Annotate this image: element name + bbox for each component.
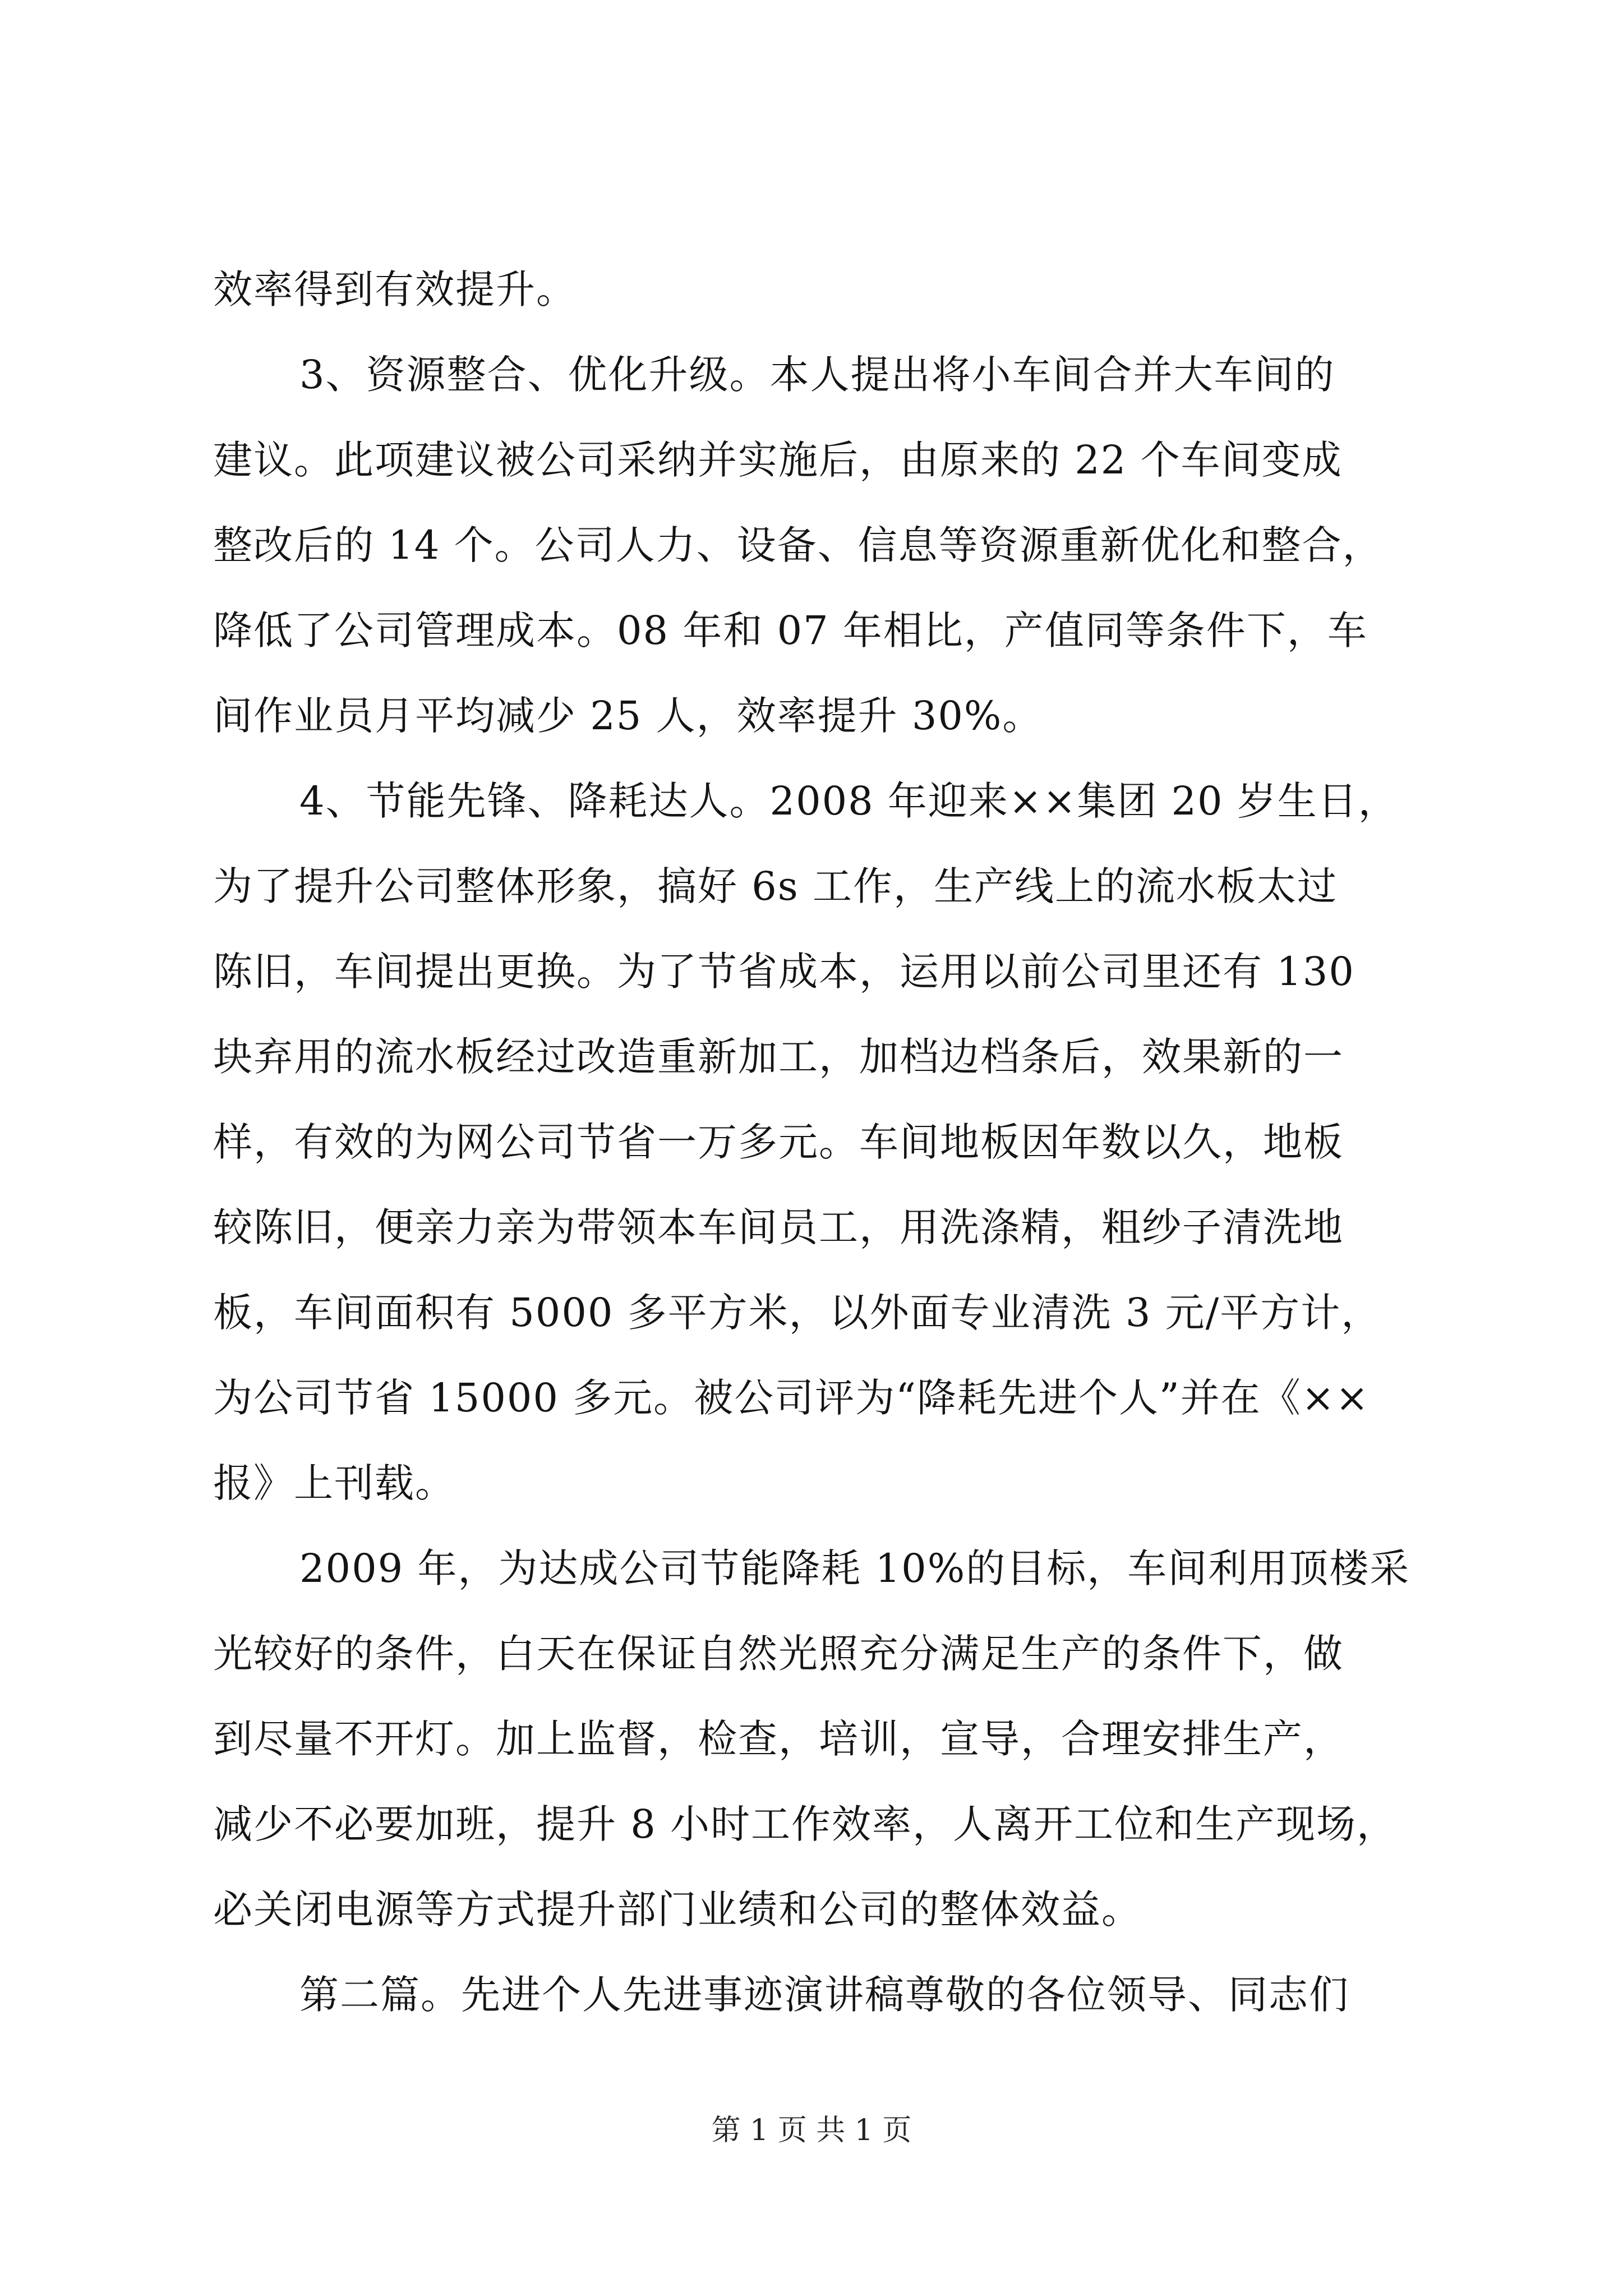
- text-line: 间作业员月平均减少 25 人，效率提升 30%。: [213, 693, 1043, 739]
- text-line: 2009 年，为达成公司节能降耗 10%的目标，车间利用顶楼采: [299, 1545, 1410, 1591]
- text-line: 为了提升公司整体形象，搞好 6s 工作，生产线上的流水板太过: [213, 863, 1338, 909]
- text-line: 光较好的条件，白天在保证自然光照充分满足生产的条件下，做: [213, 1631, 1344, 1677]
- text-line: 效率得到有效提升。: [213, 266, 577, 312]
- text-line: 必关闭电源等方式提升部门业绩和公司的整体效益。: [213, 1887, 1142, 1932]
- text-line: 样，有效的为网公司节省一万多元。车间地板因年数以久，地板: [213, 1119, 1344, 1165]
- text-line: 板，车间面积有 5000 多平方米，以外面专业清洗 3 元/平方计，: [213, 1290, 1382, 1336]
- text-line: 减少不必要加班，提升 8 小时工作效率，人离开工位和生产现场，: [213, 1801, 1398, 1847]
- text-line: 较陈旧，便亲力亲为带领本车间员工，用洗涤精，粗纱子清洗地: [213, 1204, 1344, 1250]
- page-footer: 第 1 页 共 1 页: [711, 2114, 912, 2147]
- text-line: 降低了公司管理成本。08 年和 07 年相比，产值同等条件下，车: [213, 608, 1368, 654]
- text-line: 4、节能先锋、降耗达人。2008 年迎来××集团 20 岁生日，: [299, 778, 1399, 824]
- document-body: [213, 247, 1447, 2037]
- text-line: 第二篇。先进个人先进事迹演讲稿尊敬的各位领导、同志们: [299, 1972, 1349, 2018]
- text-line: 整改后的 14 个。公司人力、设备、信息等资源重新优化和整合，: [213, 522, 1383, 568]
- text-line: 到尽量不开灯。加上监督，检查，培训，宣导，合理安排生产，: [213, 1716, 1344, 1762]
- text-line: 为公司节省 15000 多元。被公司评为“降耗先进个人”并在《××: [213, 1375, 1370, 1421]
- text-line: 报》上刊载。: [213, 1460, 455, 1506]
- text-line: 建议。此项建议被公司采纳并实施后，由原来的 22 个车间变成: [213, 437, 1343, 483]
- text-line: 块弃用的流水板经过改造重新加工，加档边档条后，效果新的一: [213, 1034, 1344, 1080]
- text-line: 陈旧，车间提出更换。为了节省成本，运用以前公司里还有 130: [213, 949, 1355, 995]
- text-line: 3、资源整合、优化升级。本人提出将小车间合并大车间的: [299, 352, 1335, 398]
